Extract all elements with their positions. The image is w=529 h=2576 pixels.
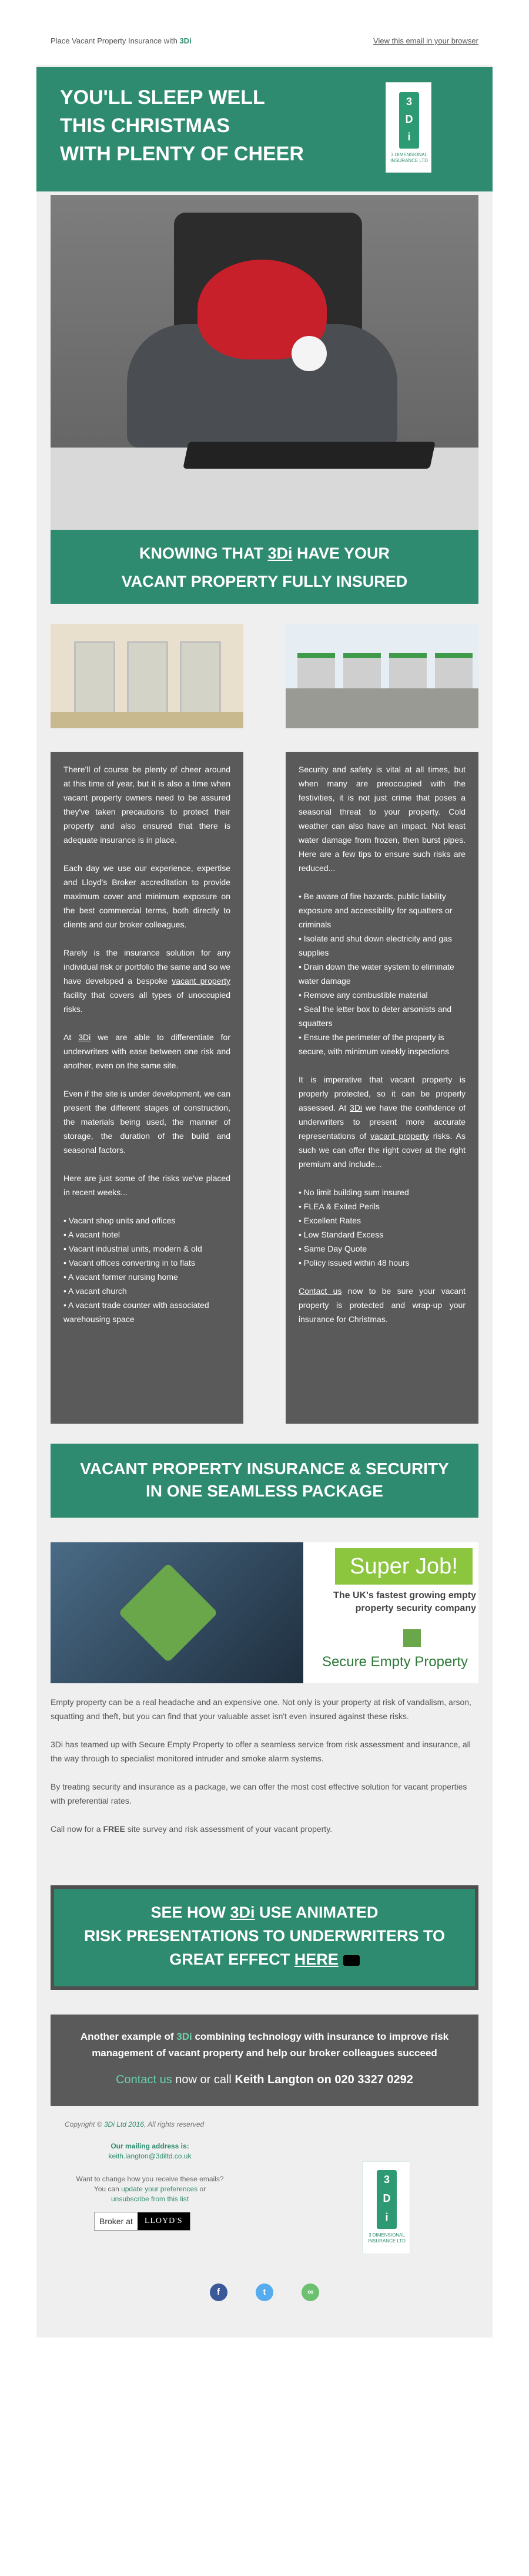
risk-item: • Vacant shop units and offices	[63, 1216, 176, 1225]
left-para-4	[63, 1030, 230, 1072]
package-banner	[51, 1444, 478, 1518]
right-text-column	[286, 752, 478, 1424]
logo-mark	[399, 92, 419, 149]
cta-line-3-pre: GREAT EFFECT	[169, 1951, 294, 1968]
email-container	[36, 65, 493, 2338]
photo-storage-units	[286, 624, 478, 728]
photo-hat-pom	[292, 336, 327, 371]
logo-caption: 3 DIMENSIONAL INSURANCE LTD	[390, 152, 428, 163]
package-banner-line-1: VACANT PROPERTY INSURANCE & SECURITY	[80, 1459, 449, 1478]
risk-item: • A vacant former nursing home	[63, 1272, 178, 1282]
3di-link[interactable]: 3Di	[350, 1103, 363, 1112]
copyright-post: , All rights reserved	[143, 2120, 205, 2128]
cta-line-1-post: USE ANIMATED	[255, 1904, 379, 1921]
right-para-2-pre: It is imperative that vacant property is properly protected, so it can be properly assessed. At	[299, 1075, 466, 1112]
hero-title	[60, 83, 304, 168]
logo-letter: 3	[406, 96, 412, 107]
website-link-icon[interactable]: ∞	[302, 2284, 319, 2301]
home-icon	[403, 1629, 421, 1647]
tips-list	[299, 889, 466, 1058]
facebook-icon[interactable]: f	[210, 2284, 227, 2301]
risks-list	[63, 1213, 230, 1326]
lloyds-prefix: Broker at	[99, 2217, 133, 2226]
preheader	[36, 28, 493, 52]
insured-banner-line-1	[51, 539, 478, 567]
logo-letter: i	[407, 131, 411, 143]
social-links	[51, 2284, 478, 2301]
sep-headline: Super Job!	[335, 1548, 473, 1585]
sep-tagline: The UK's fastest growing empty property security company	[333, 1590, 476, 1613]
feature-item: • Policy issued within 48 hours	[299, 1258, 410, 1267]
photo-ground	[286, 688, 478, 728]
left-para-6: Here are just some of the risks we've placed in recent weeks...	[63, 1173, 230, 1197]
logo-letter: i	[385, 2211, 389, 2223]
risk-item: • Vacant industrial units, modern & old	[63, 1244, 202, 1253]
feature-item: • Same Day Quote	[299, 1244, 367, 1253]
intro-para-3: By treating security and insurance as a package, we can offer the most cost effective solution for vacant properties with preferential rates.	[51, 1782, 467, 1805]
mailing-address	[65, 2141, 235, 2161]
animated-presentation-cta	[51, 1885, 478, 1990]
unsubscribe-link[interactable]: unsubscribe from this list	[111, 2195, 189, 2203]
right-para-3	[299, 1284, 466, 1326]
logo-caption: 3 DIMENSIONAL INSURANCE LTD	[368, 2232, 406, 2244]
tip-item: • Seal the letter box to deter arsonists and squatters	[299, 1004, 452, 1028]
lloyds-broker-badge	[94, 2212, 190, 2231]
photo-keyboard	[183, 442, 436, 469]
risk-item: • Vacant offices converting in to flats	[63, 1258, 195, 1267]
photo-glass-door	[180, 641, 221, 724]
insured-banner-pre: KNOWING THAT	[139, 544, 268, 562]
copyright-pre: Copyright ©	[65, 2120, 104, 2128]
3di-link[interactable]: 3Di	[78, 1033, 91, 1042]
left-para-5: Even if the site is under development, we can present the different stages of construction, the materials being used, the manner of storage, the duration of the build and seasonal factors.	[63, 1089, 230, 1155]
right-para-2-post: risks. As such we can offer the right cover at the right premium and include...	[299, 1131, 466, 1169]
left-para-4-post: we are able to differentiate for underwriters with ease between one risk and another, even on the same site.	[63, 1033, 230, 1070]
mailing-label: Our mailing address is:	[111, 2142, 189, 2150]
right-para-2-mid: we have the confidence of underwriters to present more accurate representations of	[299, 1103, 466, 1141]
insured-banner-3di-link[interactable]: 3Di	[267, 544, 293, 562]
cta-3di-link[interactable]: 3Di	[230, 1904, 255, 1921]
risk-item: • A vacant hotel	[63, 1230, 120, 1239]
cta-here-link[interactable]: HERE	[294, 1951, 339, 1968]
intro-para-1: Empty property can be a real headache and an expensive one. Not only is your property at risk of vandalism, arson, squatting and theft, but you can find that your valuable asset isn't even insured against these risks.	[51, 1697, 471, 1721]
photo-vacant-office	[51, 624, 243, 728]
logo-letter: D	[383, 2192, 391, 2204]
left-para-2: Each day we use our experience, expertise and Lloyd's Broker accreditation to provide maximum cover and minimum exposure on the best commercial terms, both directly to clients and our broker colleagues.	[63, 863, 230, 929]
logo-letter: D	[405, 113, 413, 125]
tip-item: • Drain down the water system to eliminate water damage	[299, 962, 454, 986]
cta-line-3	[54, 1948, 475, 1971]
3di-footer-logo	[362, 2161, 410, 2254]
twitter-icon[interactable]: t	[256, 2284, 273, 2301]
intro-free: FREE	[103, 1824, 125, 1834]
photo-glass-door	[74, 641, 115, 724]
right-para-1: Security and safety is vital at all times, but when many are preoccupied with the festivities, it is not just crime that poses a seasonal threat to your property. Cold weather can also have an impact. Not least water damage from frozen, then burst pipes. Here are a few tips to ensure such risks are reduced...	[299, 765, 466, 873]
secure-empty-property-banner[interactable]	[51, 1542, 478, 1683]
info-line-1	[51, 2029, 478, 2062]
logo-letter: 3	[383, 2174, 390, 2185]
contact-us-link[interactable]: Contact us	[299, 1286, 342, 1296]
intro-para-4-post: site survey and risk assessment of your vacant property.	[125, 1824, 333, 1834]
package-banner-line-2: IN ONE SEAMLESS PACKAGE	[146, 1482, 383, 1500]
logo-mark	[377, 2170, 397, 2229]
photo-glass-door	[127, 641, 168, 724]
vacant-property-link[interactable]: vacant property	[172, 976, 230, 986]
3di-logo	[386, 82, 431, 173]
left-text-column	[51, 752, 243, 1424]
pref-line-1: Want to change how you receive these emails?	[76, 2175, 224, 2183]
copyright	[65, 2120, 204, 2128]
cta-line-2: RISK PRESENTATIONS TO UNDERWRITERS TO	[83, 1927, 446, 1945]
left-para-4-pre: At	[63, 1033, 79, 1042]
insured-banner	[51, 530, 478, 604]
hero-photo-sleeping-santa	[51, 195, 478, 530]
preferences-text	[65, 2174, 235, 2204]
sep-brand: Secure Empty Property	[322, 1654, 468, 1670]
sep-intro-text	[51, 1695, 478, 1850]
copyright-link[interactable]: 3Di Ltd 2016	[103, 2120, 144, 2128]
view-in-browser-link[interactable]: View this email in your browser	[373, 36, 478, 45]
right-para-3-post: now to be sure your vacant property is protected and wrap-up your insurance for Christmas.	[299, 1286, 466, 1324]
update-preferences-link[interactable]: update your preferences	[121, 2185, 198, 2193]
hero-header	[36, 67, 493, 191]
pref-line-2-post: or	[197, 2185, 206, 2193]
preheader-text	[51, 36, 192, 45]
tip-item: • Ensure the perimeter of the property is secure, with minimum weekly inspections	[299, 1033, 449, 1056]
feature-item: • No limit building sum insured	[299, 1188, 409, 1197]
hero-title-line-3: WITH PLENTY OF CHEER	[60, 143, 304, 165]
insured-banner-post: HAVE YOUR	[292, 544, 390, 562]
photo-floor	[51, 712, 243, 728]
cta-box[interactable]	[54, 1889, 475, 1986]
tip-item: • Be aware of fire hazards, public liability exposure and accessibility for squatters or criminals	[299, 892, 453, 929]
right-para-2	[299, 1072, 466, 1171]
intro-para-4	[51, 1822, 478, 1836]
cta-line-1	[54, 1901, 475, 1924]
left-para-3-pre: Rarely is the insurance solution for any individual risk or portfolio the same and so we have developed a bespoke	[63, 948, 230, 986]
info-line-2-mid: now or call	[172, 2073, 235, 2086]
vacant-property-link[interactable]: vacant property	[370, 1131, 429, 1141]
risk-item: • A vacant trade counter with associated warehousing space	[63, 1300, 209, 1324]
features-list	[299, 1185, 466, 1270]
left-para-3	[63, 946, 230, 1016]
video-icon[interactable]	[343, 1955, 360, 1966]
feature-item: • Low Standard Excess	[299, 1230, 384, 1239]
tip-item: • Remove any combustible material	[299, 990, 428, 1000]
info-line-1-post: combining technology with insurance to improve risk management of vacant property and help our broker colleagues succeed	[92, 2031, 449, 2059]
intro-para-2: 3Di has teamed up with Secure Empty Property to offer a seamless service from risk assessment and insurance, all the way through to specialist monitored intruder and smoke alarm systems.	[51, 1740, 471, 1763]
pref-line-2	[65, 2184, 235, 2194]
footer	[51, 2118, 478, 2306]
pref-line-2-pre: You can	[93, 2185, 122, 2193]
tip-item: • Isolate and shut down electricity and gas supplies	[299, 934, 452, 957]
feature-item: • FLEA & Exited Perils	[299, 1202, 380, 1211]
insured-banner-line-2: VACANT PROPERTY FULLY INSURED	[121, 573, 408, 590]
mailing-email-link[interactable]: keith.langton@3diltd.co.uk	[108, 2152, 192, 2160]
left-para-3-post: facility that covers all types of unoccupied risks.	[63, 990, 230, 1014]
risk-item: • A vacant church	[63, 1286, 127, 1296]
info-line-1-pre: Another example of	[80, 2031, 177, 2042]
intro-para-4-pre: Call now for a	[51, 1824, 103, 1834]
info-phone: Keith Langton on 020 3327 0292	[235, 2073, 413, 2086]
info-contact-us-link[interactable]: Contact us	[116, 2073, 172, 2086]
hero-title-line-2: THIS CHRISTMAS	[60, 115, 230, 137]
left-para-1: There'll of course be plenty of cheer around at this time of year, but it is also a time when vacant property owners need to be assured they've taken precautions to protect their property and also ensured that there is adequate insurance is in place.	[63, 765, 230, 845]
contact-info-box	[51, 2015, 478, 2106]
cta-line-1-pre: SEE HOW	[150, 1904, 230, 1921]
lloyds-name: LLOYD'S	[138, 2212, 190, 2230]
preheader-3di-link[interactable]: 3Di	[179, 36, 192, 45]
preheader-left-text: Place Vacant Property Insurance with	[51, 36, 178, 45]
hero-title-line-1: YOU'LL SLEEP WELL	[60, 86, 265, 109]
info-3di: 3Di	[176, 2031, 192, 2042]
pref-line-3	[65, 2194, 235, 2204]
feature-item: • Excellent Rates	[299, 1216, 361, 1225]
info-line-2	[51, 2071, 478, 2089]
